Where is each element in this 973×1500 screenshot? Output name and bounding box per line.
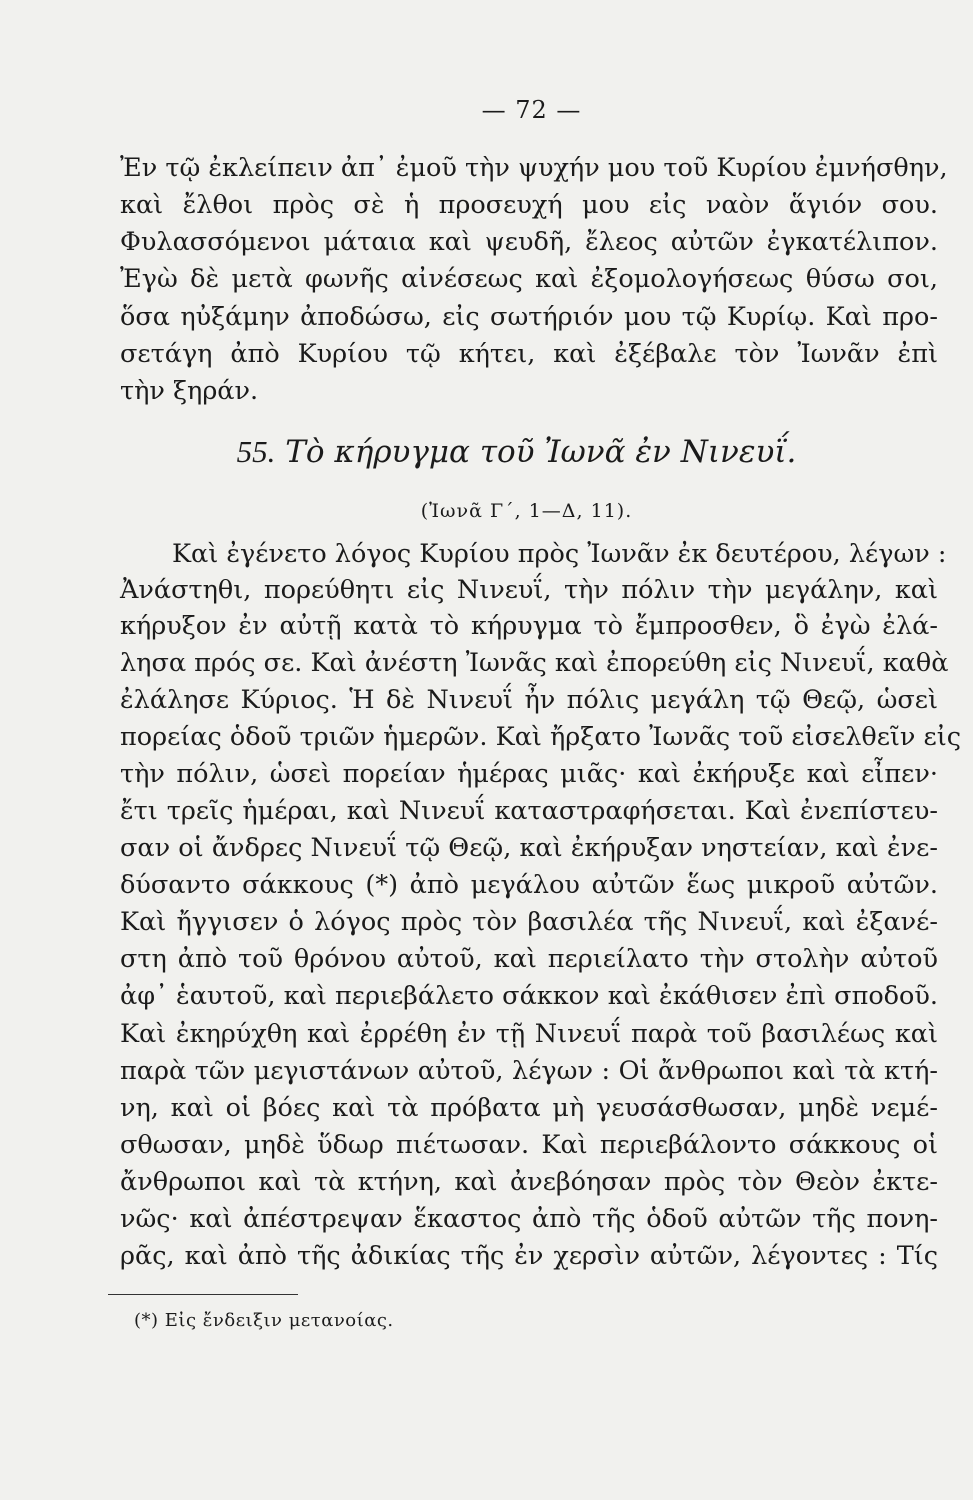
text-line: ἔτι τρεῖς ἡμέραι, καὶ Νινευΐ καταστραφήσεται. Καὶ ἐνεπίστευ- xyxy=(120,796,938,826)
scripture-reference: (Ἰωνᾶ Γ΄, 1—Δ, 11). xyxy=(420,500,633,522)
text-line: ὅσα ηὐξάμην ἀποδώσω, εἰς σωτήριόν μου τῷ Κυρίῳ. Καὶ προ- xyxy=(120,302,938,332)
text-line: πορείας ὁδοῦ τριῶν ἡμερῶν. Καὶ ἤρξατο Ἰωνᾶς τοῦ εἰσελθεῖν εἰς xyxy=(120,722,962,752)
text-line: ἐλάλησε Κύριος. Ἡ δὲ Νινευΐ ἦν πόλις μεγάλη τῷ Θεῷ, ὡσεὶ xyxy=(120,685,938,715)
text-line: σετάγη ἀπὸ Κυρίου τῷ κήτει, καὶ ἐξέβαλε τὸν Ἰωνᾶν ἐπὶ xyxy=(120,339,938,369)
text-line: Ἐν τῷ ἐκλείπειν ἀπ᾽ ἐμοῦ τὴν ψυχήν μου τοῦ Κυρίου ἐμνήσθην, xyxy=(120,153,948,183)
text-line: ἄνθρωποι καὶ τὰ κτήνη, καὶ ἀνεβόησαν πρὸς τὸν Θεὸν ἐκτε- xyxy=(120,1167,938,1197)
text-line: καὶ ἔλθοι πρὸς σὲ ἡ προσευχή μου εἰς ναὸν ἅγιόν σου. xyxy=(120,190,938,220)
text-line: δύσαντο σάκκους (*) ἀπὸ μεγάλου αὐτῶν ἕως μικροῦ αὐτῶν. xyxy=(120,870,938,900)
text-line: σθωσαν, μηδὲ ὕδωρ πιέτωσαν. Καὶ περιεβάλοντο σάκκους οἱ xyxy=(120,1130,938,1160)
text-line: Φυλασσόμενοι μάταια καὶ ψευδῆ, ἔλεος αὐτῶν ἐγκατέλιπον. xyxy=(120,227,938,257)
section-number: 55. xyxy=(236,434,276,469)
text-line: νῶς· καὶ ἀπέστρεψαν ἕκαστος ἀπὸ τῆς ὁδοῦ αὐτῶν τῆς πονη- xyxy=(120,1204,938,1234)
text-line: σαν οἱ ἄνδρες Νινευΐ τῷ Θεῷ, καὶ ἐκήρυξαν νηστείαν, καὶ ἐνε- xyxy=(120,833,938,863)
text-line: ρᾶς, καὶ ἀπὸ τῆς ἀδικίας τῆς ἐν χερσὶν αὐτῶν, λέγοντες : Τίς xyxy=(120,1241,938,1271)
section-title: Τὸ κήρυγμα τοῦ Ἰωνᾶ ἐν Νινευΐ. xyxy=(285,434,797,470)
section-heading xyxy=(0,434,973,470)
text-line: παρὰ τῶν μεγιστάνων αὐτοῦ, λέγων : Οἱ ἄνθρωποι καὶ τὰ κτή- xyxy=(120,1056,938,1086)
text-line: ἀφ᾽ ἑαυτοῦ, καὶ περιεβάλετο σάκκον καὶ ἐκάθισεν ἐπὶ σποδοῦ. xyxy=(120,981,938,1011)
text-line: λησα πρός σε. Καὶ ἀνέστη Ἰωνᾶς καὶ ἐπορεύθη εἰς Νινευΐ, καθὰ xyxy=(120,648,949,678)
text-line: νη, καὶ οἱ βόες καὶ τὰ πρόβατα μὴ γευσάσθωσαν, μηδὲ νεμέ- xyxy=(120,1093,938,1123)
footnote: (*) Εἰς ἔνδειξιν μετανοίας. xyxy=(134,1310,394,1331)
text-line: τὴν πόλιν, ὡσεὶ πορείαν ἡμέρας μιᾶς· καὶ ἐκήρυξε καὶ εἶπεν· xyxy=(120,759,938,789)
footnote-divider xyxy=(108,1294,298,1295)
text-line: τὴν ξηράν. xyxy=(120,376,259,406)
text-line: Ἐγὼ δὲ μετὰ φωνῆς αἰνέσεως καὶ ἐξομολογήσεως θύσω σοι, xyxy=(120,264,938,294)
text-line: Καὶ ἐγένετο λόγος Κυρίου πρὸς Ἰωνᾶν ἐκ δευτέρου, λέγων : xyxy=(172,539,947,569)
text-line: Καὶ ἤγγισεν ὁ λόγος πρὸς τὸν βασιλέα τῆς Νινευΐ, καὶ ἐξανέ- xyxy=(120,907,938,937)
text-line: στη ἀπὸ τοῦ θρόνου αὐτοῦ, καὶ περιείλατο τὴν στολὴν αὐτοῦ xyxy=(120,944,938,974)
text-line: Ἀνάστηθι, πορεύθητι εἰς Νινευΐ, τὴν πόλιν τὴν μεγάλην, καὶ xyxy=(120,575,938,605)
page-number: — 72 — xyxy=(481,96,582,124)
text-line: Καὶ ἐκηρύχθη καὶ ἐρρέθη ἐν τῇ Νινευΐ παρὰ τοῦ βασιλέως καὶ xyxy=(120,1019,938,1049)
text-line: κήρυξον ἐν αὐτῇ κατὰ τὸ κήρυγμα τὸ ἔμπροσθεν, ὃ ἐγὼ ἐλά- xyxy=(120,611,938,641)
